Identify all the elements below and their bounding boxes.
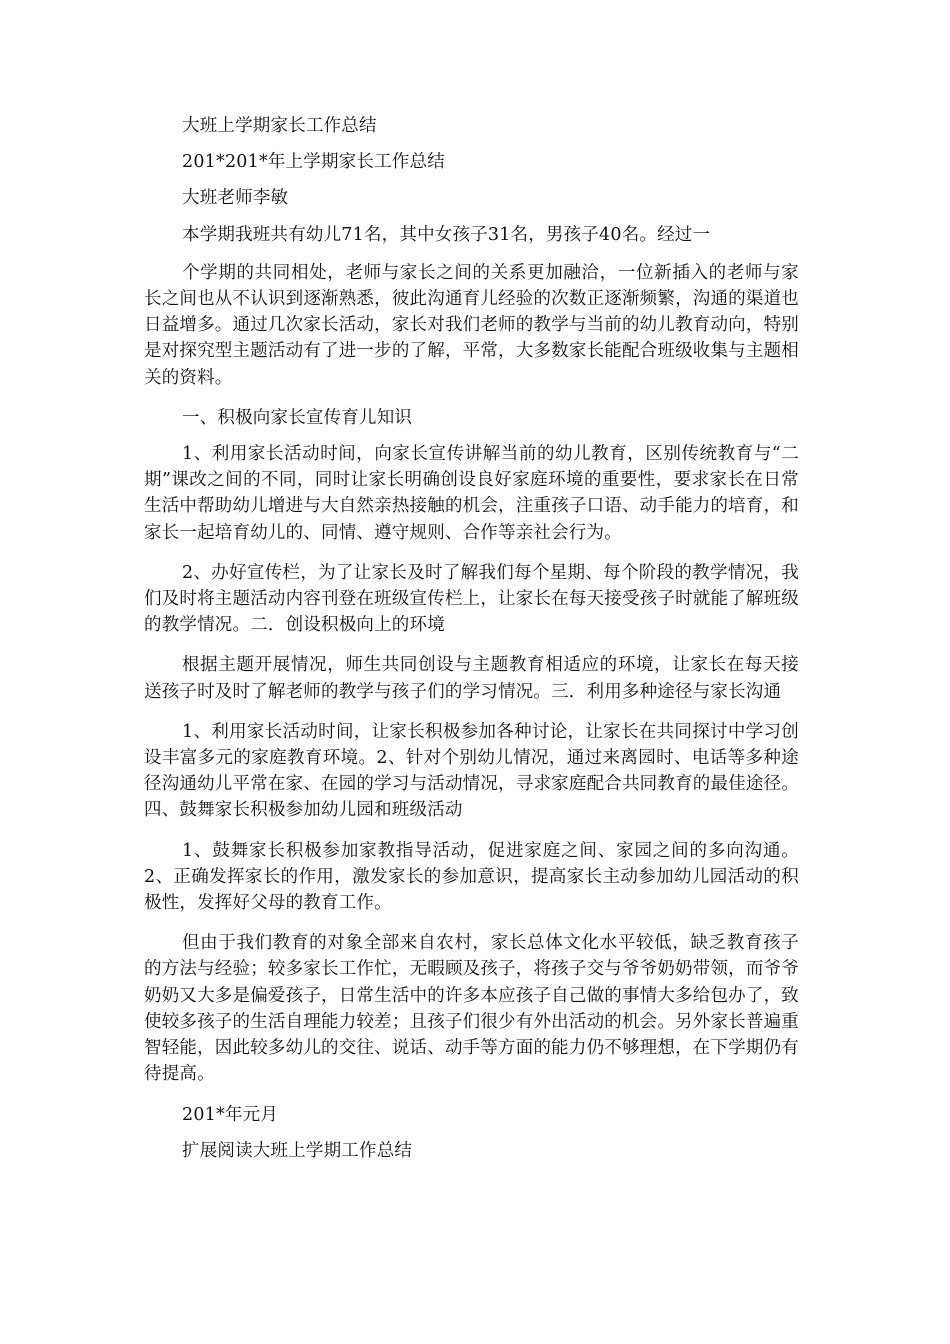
paragraph-environment: 根据主题开展情况，师生共同创设与主题教育相适应的环境，让家长在每天接送孩子时及时了解老师的教学与孩子们的学习情况。三．利用多种途径与家长沟通: [144, 655, 799, 702]
document-subtitle: 201*201*年上学期家长工作总结: [182, 152, 445, 173]
paragraph-participation: 1、鼓舞家长积极参加家教指导活动，促进家庭之间、家园之间的多向沟通。2、正确发挥家长的作用，激发家长的参加意识，提高家长主动参加幼儿园活动的积极性，发挥好父母的教育工作。: [144, 840, 799, 914]
paragraph-publicity-2: 2、办好宣传栏，为了让家长及时了解我们每个星期、每个阶段的教学情况，我们及时将主题活动内容刊登在班级宣传栏上，让家长在每天接受孩子时就能了解班级的教学情况。二．创设积极向上的环境: [144, 562, 799, 636]
extended-reading-title: 扩展阅读大班上学期工作总结: [182, 1140, 413, 1161]
section-heading-1: 一、积极向家长宣传育儿知识: [182, 407, 413, 428]
document-title: 大班上学期家长工作总结: [182, 116, 377, 136]
paragraph-relationship: 个学期的共同相处，老师与家长之间的关系更加融洽，一位新插入的老师与家长之间也从不认识到逐渐熟悉，彼此沟通育儿经验的次数正逐渐频繁，沟通的渠道也日益增多。通过几次家长活动，家长对我们老师的教学与当前的幼儿教育动向，特别是对探究型主题活动有了进一步的了解，平常，大多数家长能配合班级收集与主题相关的资料。: [144, 262, 799, 388]
paragraph-communication: 1、利用家长活动时间，让家长积极参加各种讨论，让家长在共同探讨中学习创设丰富多元的家庭教育环境。2、针对个别幼儿情况，通过来离园时、电话等多种途径沟通幼儿平常在家、在园的学习与活动情况，寻求家庭配合共同教育的最佳途径。四、鼓舞家长积极参加幼儿园和班级活动: [144, 721, 799, 821]
paragraph-intro: 本学期我班共有幼儿71名，其中女孩子31名，男孩子40名。经过一: [182, 224, 711, 245]
paragraph-problems: 但由于我们教育的对象全部来自农村，家长总体文化水平较低，缺乏教育孩子的方法与经验；较多家长工作忙，无暇顾及孩子，将孩子交与爷爷奶奶带领，而爷爷奶奶又大多是偏爱孩子，日常生活中的许多本应孩子自己做的事情大多给包办了，致使较多孩子的生活自理能力较差；且孩子们很少有外出活动的机会。另外家长普遍重智轻能，因此较多幼儿的交往、说话、动手等方面的能力仍不够理想，在下学期仍有待提高。: [144, 933, 799, 1085]
date-line: 201*年元月: [182, 1104, 279, 1125]
document-body: [144, 113, 799, 1164]
paragraph-publicity-1: 1、利用家长活动时间，向家长宣传讲解当前的幼儿教育，区别传统教育与“二期”课改之间的不同，同时让家长明确创设良好家庭环境的重要性，要求家长在日常生活中帮助幼儿增进与大自然亲热接触的机会，注重孩子口语、动手能力的培育，和家长一起培育幼儿的、同情、遵守规则、合作等亲社会行为。: [144, 444, 799, 543]
author-line: 大班老师李敏: [182, 188, 289, 209]
